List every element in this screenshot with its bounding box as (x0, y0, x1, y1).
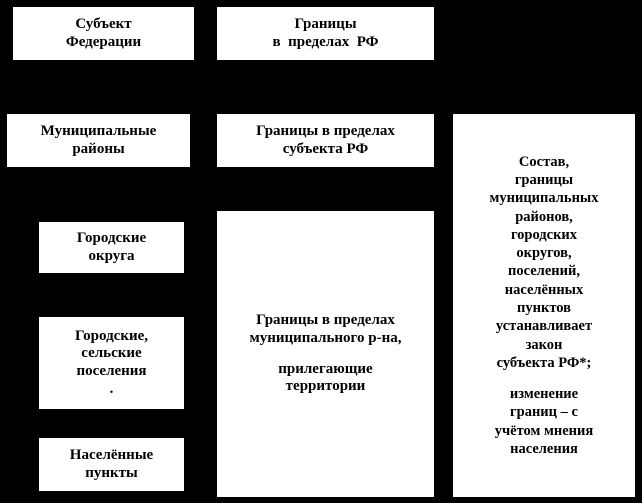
box-line: учётом мнения (494, 422, 594, 439)
box-line: районов, (515, 208, 573, 225)
box-line: округов, (516, 245, 572, 262)
box-line: устанавливает (495, 318, 593, 335)
box-line: закон (525, 336, 563, 353)
box-line: границ – с (510, 404, 578, 421)
box-line: поселений, (508, 263, 580, 280)
box-line: Субъект (75, 15, 132, 32)
box-line: муниципальных (489, 190, 599, 207)
box-line: населения (510, 440, 578, 457)
box-line: территории (285, 378, 366, 395)
box-subject-federation (12, 6, 195, 61)
box-borders-within-rf (216, 6, 435, 61)
box-line: Городские (76, 229, 147, 246)
box-line: Муниципальные (40, 122, 157, 139)
box-line: муниципального р-на, (249, 329, 402, 346)
box-line: Населённые (69, 446, 154, 463)
box-line: Федерации (65, 33, 142, 50)
box-line: пунктов (517, 299, 571, 316)
box-line: субъекта РФ (282, 140, 369, 157)
box-line: поселения (76, 363, 147, 379)
box-line: Границы в пределах (256, 122, 395, 139)
box-line: округа (88, 247, 135, 264)
box-line: субъекта РФ*; (496, 354, 592, 371)
box-borders-within-subject (216, 113, 435, 168)
box-line: населённых (504, 281, 584, 298)
box-line: пункты (85, 464, 138, 481)
box-borders-within-municipal-district (216, 210, 435, 498)
box-urban-rural-settlements (38, 316, 185, 410)
box-composition-and-borders (452, 113, 636, 498)
box-line: сельские (81, 345, 142, 362)
box-line: Границы (294, 15, 357, 32)
box-line: районы (72, 140, 125, 157)
box-line: прилегающие (278, 360, 373, 377)
box-line: Границы в пределах (256, 311, 395, 328)
box-municipal-districts (6, 113, 191, 168)
box-urban-okrugs (38, 221, 185, 274)
box-line: городских (510, 226, 578, 243)
box-line: Состав, (518, 153, 570, 170)
box-line: изменение (509, 386, 579, 403)
box-populated-places (38, 437, 185, 492)
box-line: в пределах РФ (272, 33, 379, 50)
box-line: Городские, (74, 327, 149, 344)
box-line: границы (514, 172, 574, 189)
box-line: . (109, 380, 114, 397)
